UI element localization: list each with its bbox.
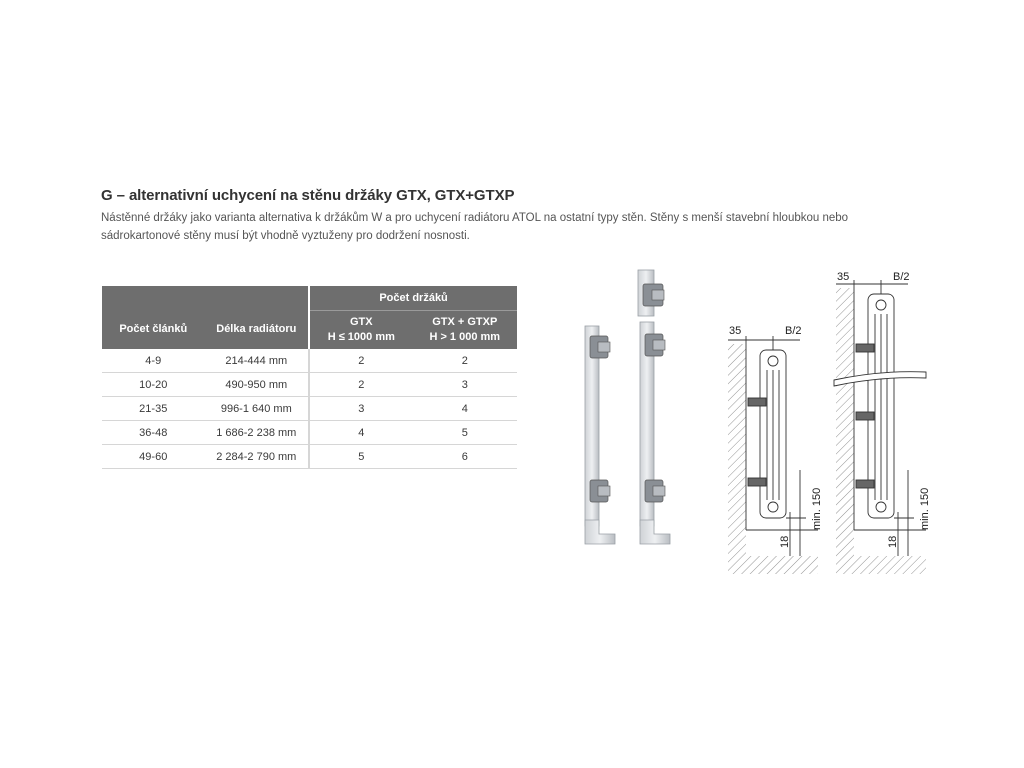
bracket-gtx-illustration bbox=[585, 326, 615, 544]
cell-gtx: 2 bbox=[309, 349, 412, 373]
cell-gtx: 2 bbox=[309, 373, 412, 397]
dim-label-min: min. 150 bbox=[811, 487, 823, 530]
cell-gtx: 5 bbox=[309, 445, 412, 469]
cell-length: 490-950 mm bbox=[205, 373, 310, 397]
cell-gtx: 3 bbox=[309, 397, 412, 421]
cell-count: 10-20 bbox=[102, 373, 205, 397]
wall-hatch bbox=[836, 288, 854, 556]
header-length: Délka radiátoru bbox=[205, 311, 310, 350]
cell-gtxp: 5 bbox=[413, 421, 517, 445]
header-gtx-label: GTX bbox=[349, 316, 373, 328]
bracket-clamp bbox=[748, 398, 766, 406]
cell-count: 36-48 bbox=[102, 421, 205, 445]
dim-label-half: B/2 bbox=[893, 271, 910, 283]
dim-label-bottom: 18 bbox=[887, 535, 899, 548]
dim-label-min: min. 150 bbox=[919, 487, 931, 530]
header-gtx-sub: H ≤ 1000 mm bbox=[327, 331, 395, 343]
section-description: Nástěnné držáky jako varianta alternativa k držákům W a pro uchycení radiátoru ATOL na ostatní typy stěn. Stěny s menší stavební hloubkou nebo sádrokartonové stěny musí být vhodně vyztuženy pro dodržení nosnosti. bbox=[101, 212, 849, 242]
cell-gtxp: 6 bbox=[413, 445, 517, 469]
cell-count: 21-35 bbox=[102, 397, 205, 421]
bracket-clamp bbox=[856, 344, 874, 352]
cell-count: 4-9 bbox=[102, 349, 205, 373]
bracket-clamp bbox=[856, 480, 874, 488]
cell-length: 1 686-2 238 mm bbox=[205, 421, 310, 445]
clamp-icon bbox=[645, 480, 665, 502]
clamp-icon bbox=[645, 334, 665, 356]
cell-gtxp: 4 bbox=[413, 397, 517, 421]
wall-hatch bbox=[728, 344, 746, 556]
cell-gtxp: 3 bbox=[413, 373, 517, 397]
cell-length: 996-1 640 mm bbox=[205, 397, 310, 421]
cell-count: 49-60 bbox=[102, 445, 205, 469]
section-title: G – alternativní uchycení na stěnu držáky GTX, GTX+GTXP bbox=[101, 187, 515, 204]
clamp-icon bbox=[590, 480, 610, 502]
bracket-clamp bbox=[748, 478, 766, 486]
cell-length: 2 284-2 790 mm bbox=[205, 445, 310, 469]
header-gtxp-label: GTX + GTXP bbox=[432, 316, 498, 328]
floor-hatch bbox=[836, 556, 926, 574]
header-gtxp-sub: H > 1 000 mm bbox=[429, 331, 501, 343]
dim-label-wall: 35 bbox=[837, 271, 850, 283]
clamp-icon bbox=[643, 284, 664, 306]
header-count: Počet článků bbox=[102, 311, 205, 350]
dim-label-wall: 35 bbox=[729, 325, 742, 337]
bracket-clamp bbox=[856, 412, 874, 420]
dim-label-bottom: 18 bbox=[779, 535, 791, 548]
bracket-gtxp-illustration bbox=[638, 270, 670, 544]
cell-length: 214-444 mm bbox=[205, 349, 310, 373]
floor-hatch bbox=[728, 556, 818, 574]
clamp-icon bbox=[590, 336, 610, 358]
dim-label-half: B/2 bbox=[785, 325, 802, 337]
cell-gtxp: 2 bbox=[413, 349, 517, 373]
drawing-gtx-section bbox=[728, 336, 818, 574]
drawing-gtxp-section bbox=[834, 280, 926, 574]
header-group-count: Počet držáků bbox=[309, 286, 517, 311]
cell-gtx: 4 bbox=[309, 421, 412, 445]
